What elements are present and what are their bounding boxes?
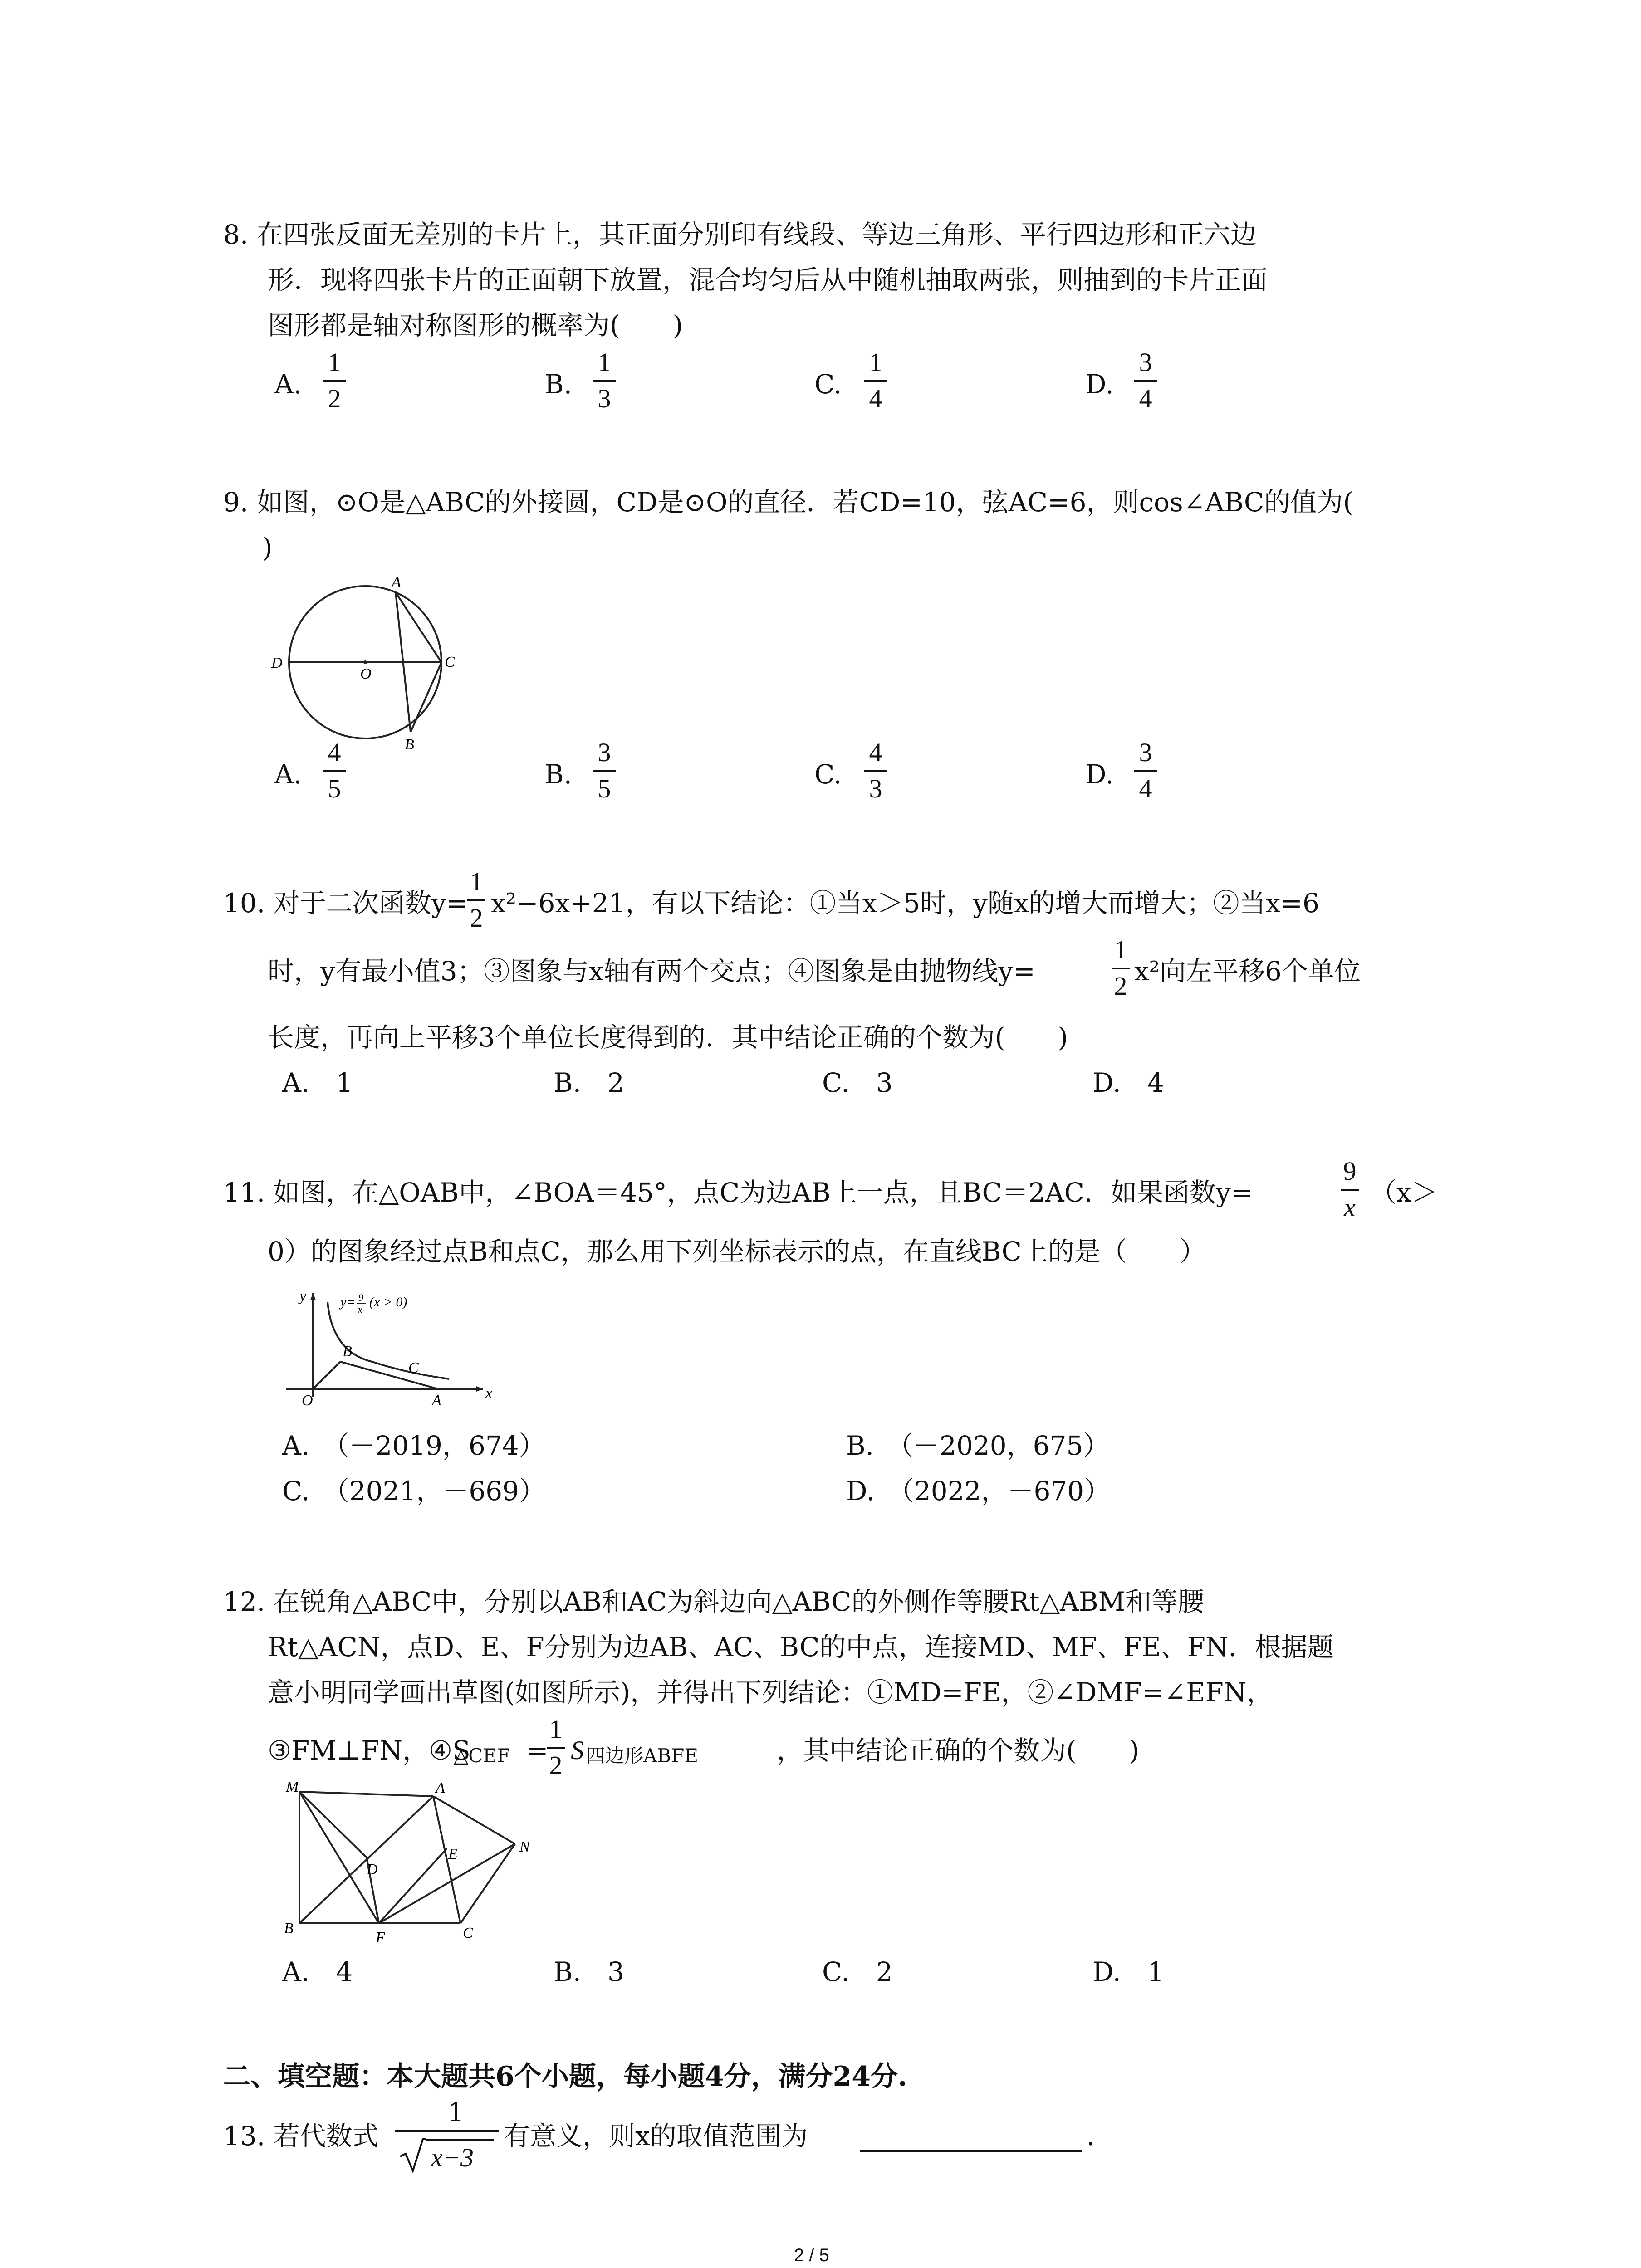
q8-option-b-label: B. [544, 369, 573, 400]
q8-option-c-label: C. [814, 369, 842, 400]
q9-option-d-fraction: 3 4 [1134, 739, 1157, 802]
segment-nc [460, 1844, 515, 1923]
q11-line-2: 0）的图象经过点B和点C，那么用下列坐标表示的点，在直线BC上的是（ ） [268, 1236, 1206, 1267]
q12-line-4-subscript-2: 四边形ABFE [586, 1745, 698, 1767]
q11-function-figure [277, 1284, 495, 1409]
hyperbola-curve [328, 1302, 449, 1379]
q8-option-d-label: D. [1085, 369, 1114, 400]
q11-option-d[interactable]: D. （2022，－670） [846, 1476, 1111, 1506]
label-c: C [445, 654, 455, 670]
q12-line-2: Rt△ACN，点D、E、F分别为边AB、AC、BC的中点，连接MD、MF、FE、FN．根据题 [268, 1632, 1334, 1662]
segment-ob [313, 1362, 340, 1389]
label-d: D [271, 655, 283, 671]
func-numerator: 9 [358, 1292, 363, 1303]
section-2-heading: 二、填空题：本大题共6个小题，每小题4分，满分24分. [223, 2061, 907, 2092]
q8-option-a-fraction: 1 2 [323, 349, 346, 412]
q13-text-end: ． [1087, 2121, 1113, 2151]
q9-option-c-fraction: 4 3 [864, 739, 887, 802]
q13-text-a: 13. 若代数式 [223, 2121, 379, 2151]
q12-line-4b: ，其中结论正确的个数为( ) [777, 1735, 1140, 1766]
q9-option-a-label: A. [274, 759, 302, 790]
q12-line-4a: ③FM⊥FN，④S [268, 1735, 470, 1766]
label-f: F [376, 1929, 385, 1946]
q8-line-1: 8. 在四张反面无差别的卡片上，其正面分别印有线段、等边三角形、平行四边形和正六边 [223, 219, 1257, 250]
label-m: M [286, 1779, 299, 1795]
q10-line-1a: 10. 对于二次函数y= [223, 888, 469, 919]
q10-line-1-fraction: 1 2 [467, 869, 485, 931]
q10-line-2-fraction: 1 2 [1112, 937, 1130, 999]
q12-line-4-s: S [571, 1735, 584, 1765]
func-denominator: x [358, 1304, 362, 1315]
segment-an [433, 1796, 515, 1844]
q8-option-d-fraction: 3 4 [1134, 349, 1157, 412]
q13-numerator: 1 [447, 2097, 465, 2128]
q13-radical-vinculum [426, 2139, 494, 2141]
q10-option-c[interactable]: C. 3 [822, 1067, 893, 1098]
q9-option-a-fraction: 4 5 [323, 739, 346, 802]
radical-sign-icon [399, 2137, 426, 2173]
q8-option-c-fraction: 1 4 [864, 349, 887, 412]
q9-option-b-fraction: 3 5 [593, 739, 616, 802]
q9-option-b-label: B. [544, 759, 573, 790]
q12-line-4-eq: = [526, 1735, 549, 1766]
q10-line-2b: x²向左平移6个单位 [1134, 956, 1361, 987]
label-b: B [343, 1343, 352, 1360]
label-b: B [284, 1920, 294, 1937]
q10-option-a[interactable]: A. 1 [282, 1067, 353, 1098]
chord-bc [411, 662, 441, 732]
label-n: N [519, 1838, 530, 1855]
label-o: O [302, 1392, 313, 1409]
q12-line-4-fraction: 1 2 [547, 1716, 565, 1779]
func-suffix: (x > 0) [369, 1295, 407, 1310]
q13-text-b: 有意义，则x的取值范围为 [504, 2121, 808, 2151]
q11-line-1b: （x＞ [1370, 1177, 1438, 1208]
label-y: y [299, 1288, 307, 1305]
label-c: C [408, 1359, 419, 1376]
label-a: A [392, 574, 401, 591]
q13-denominator: x−3 [431, 2143, 474, 2172]
q8-line-2: 形．现将四张卡片的正面朝下放置，混合均匀后从中随机抽取两张，则抽到的卡片正面 [268, 264, 1268, 295]
q11-option-b[interactable]: B. （－2020，675） [846, 1430, 1110, 1461]
func-prefix: y= [340, 1295, 356, 1310]
q12-triangle-figure [268, 1778, 549, 1950]
segment-ma [299, 1792, 433, 1796]
label-b: B [405, 736, 414, 753]
q12-line-4-subscript-1: △CEF [454, 1745, 510, 1767]
label-e: E [448, 1846, 458, 1862]
q12-option-b[interactable]: B. 3 [554, 1956, 624, 1987]
q11-option-a[interactable]: A. （－2019，674） [282, 1430, 545, 1461]
q12-option-c[interactable]: C. 2 [822, 1956, 893, 1987]
label-a: A [432, 1392, 441, 1409]
q12-line-1: 12. 在锐角△ABC中，分别以AB和AC为斜边向△ABC的外侧作等腰Rt△ABM和等腰 [223, 1586, 1205, 1617]
segment-fe [379, 1848, 447, 1923]
q10-line-3: 长度，再向上平移3个单位长度得到的．其中结论正确的个数为( ) [268, 1022, 1068, 1053]
y-axis-arrow [310, 1293, 316, 1300]
q8-line-3: 图形都是轴对称图形的概率为( ) [268, 310, 683, 341]
q8-option-b-fraction: 1 3 [593, 349, 616, 412]
x-axis-arrow [476, 1386, 483, 1392]
q13-answer-blank[interactable] [860, 2150, 1082, 2152]
q10-line-2a: 时，y有最小值3；③图象与x轴有两个交点；④图象是由抛物线y= [268, 956, 1035, 987]
q8-option-a-label: A. [274, 369, 302, 400]
q12-line-3: 意小明同学画出草图(如图所示)，并得出下列结论：①MD=FE，②∠DMF=∠EFN， [268, 1677, 1273, 1708]
q11-line-1-fraction: 9 x [1341, 1158, 1359, 1221]
label-x: x [485, 1385, 493, 1402]
q12-option-d[interactable]: D. 1 [1092, 1956, 1164, 1987]
q12-option-a[interactable]: A. 4 [282, 1956, 353, 1987]
q10-option-d[interactable]: D. 4 [1092, 1067, 1164, 1098]
label-d: D [367, 1861, 378, 1878]
q10-line-1b: x²−6x+21，有以下结论：①当x＞5时，y随x的增大而增大；②当x=6 [491, 888, 1319, 919]
q13-fraction-bar [395, 2130, 499, 2132]
q9-option-c-label: C. [814, 759, 842, 790]
label-o: O [360, 665, 372, 682]
label-c: C [463, 1925, 473, 1941]
label-a: A [436, 1779, 445, 1796]
page-number: 2 / 5 [794, 2245, 829, 2265]
center-point [363, 660, 367, 664]
q9-line-2: ) [262, 532, 273, 563]
q9-circle-figure [263, 572, 472, 753]
q9-line-1: 9. 如图，⊙O是△ABC的外接圆，CD是⊙O的直径．若CD=10，弦AC=6，则cos∠ABC的值为( [223, 487, 1353, 518]
q11-option-c[interactable]: C. （2021，－669） [282, 1476, 546, 1506]
q10-option-b[interactable]: B. 2 [554, 1067, 624, 1098]
q9-option-d-label: D. [1085, 759, 1114, 790]
q11-line-1a: 11. 如图，在△OAB中，∠BOA＝45°，点C为边AB上一点，且BC＝2AC．如果函数y= [223, 1177, 1253, 1208]
